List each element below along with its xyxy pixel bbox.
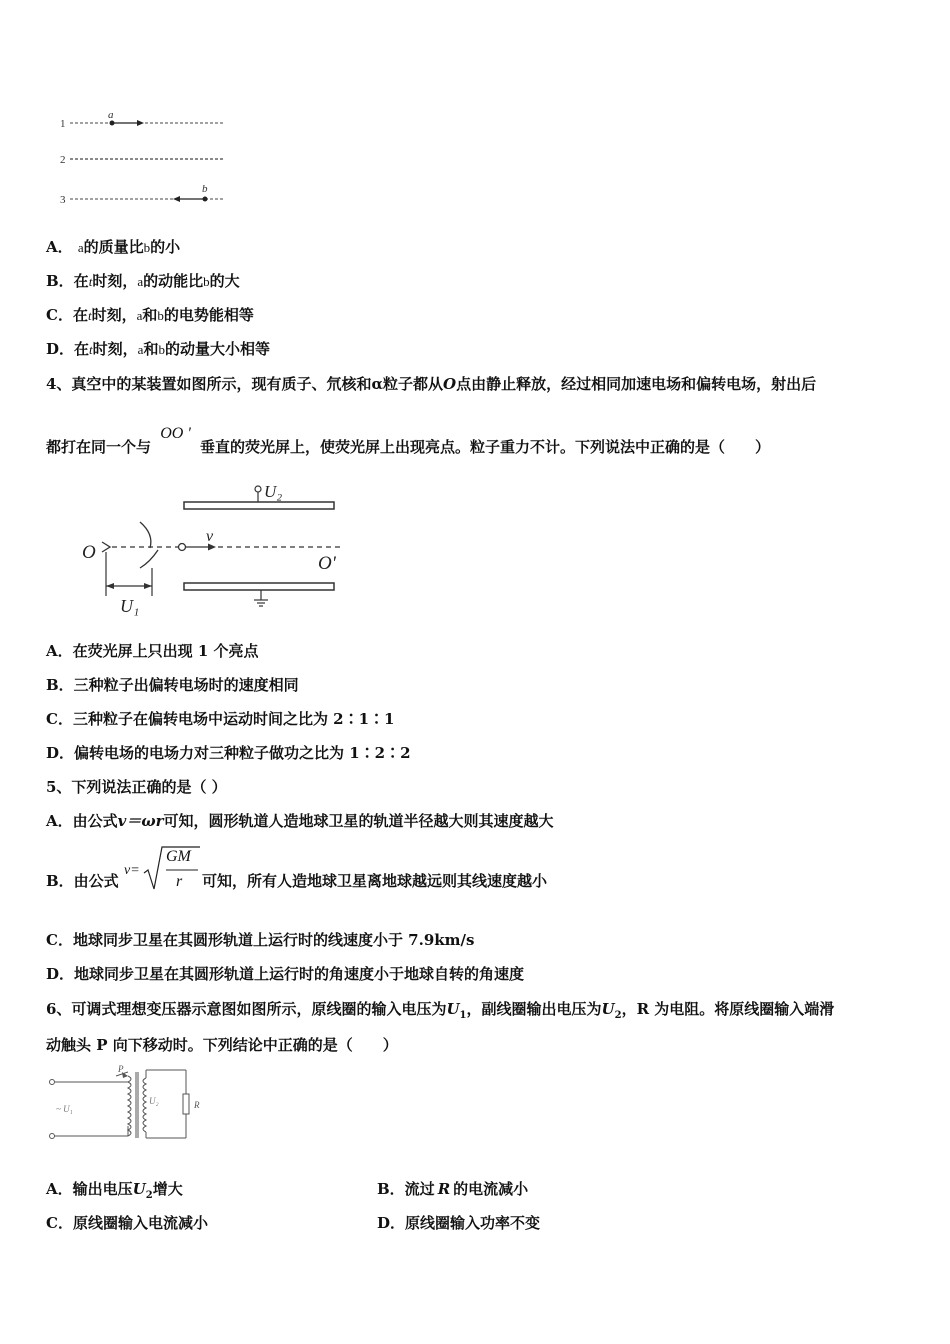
u2-label: U₂ [149, 1096, 159, 1106]
var-u2: U [132, 1180, 146, 1198]
var-b: b [143, 240, 151, 255]
text: 和 [142, 306, 158, 324]
q5-stem: 5、下列说法正确的是（ ） [46, 778, 227, 796]
subscript: 2 [614, 1010, 622, 1021]
option-letter: C．在 [46, 306, 88, 324]
var-b: b [157, 308, 164, 323]
q6-stem-line1 [46, 998, 834, 1021]
var-a: a [77, 240, 84, 255]
figure-deflection-device [78, 478, 354, 618]
text: ，R 为电阻。将原线圈输入端滑 [621, 1000, 835, 1018]
q5-option-b-label: B．由公式 [46, 872, 119, 890]
line-label-2: 2 [60, 154, 66, 166]
q5-option-b-text: 可知，所有人造地球卫星离地球越远则其线速度越小 [202, 872, 548, 890]
text: 的动能比 [143, 272, 204, 290]
var-oo-prime: OO ' [160, 425, 191, 442]
text: 增大 [152, 1180, 183, 1198]
q4-option-b: B．三种粒子出偏转电场时的速度相同 [46, 676, 299, 694]
var-u2: U [601, 1000, 615, 1018]
figure-transformer [46, 1064, 216, 1146]
q4-stem-line1 [46, 373, 816, 394]
var-t: t [88, 274, 93, 289]
text: B．流过 [377, 1180, 435, 1198]
text: 时刻， [91, 306, 137, 324]
var-r: R [437, 1180, 451, 1198]
text: 和 [143, 340, 159, 358]
option-letter: D．在 [46, 340, 90, 358]
q6-option-a [46, 1178, 183, 1201]
u2-label: U₂ [264, 482, 283, 501]
var-u1: U [446, 1000, 460, 1018]
formula-sqrt-gm-r [124, 843, 202, 895]
u1-label: U₁ [120, 596, 140, 616]
q4-stem-line2 [46, 425, 771, 457]
figure-three-lines [56, 108, 236, 212]
var-b: b [158, 342, 165, 357]
text: 可知，圆形轨道人造地球卫星的轨道半径越大则其速度越大 [163, 812, 554, 830]
text: 4、真空中的某装置如图所示，现有质子、氘核和α粒子都从 [46, 375, 443, 393]
var-b: b [203, 274, 210, 289]
var-o: O [442, 375, 457, 393]
text: 点由静止释放，经过相同加速电场和偏转电场，射出后 [456, 375, 817, 393]
p-contact-label: P [118, 1064, 124, 1074]
var-a: a [136, 308, 143, 323]
q3-option-d [46, 338, 270, 359]
text: 的小 [150, 238, 181, 256]
o-point-label: O [82, 542, 96, 563]
var-a: a [137, 342, 144, 357]
particle-a-label: a [108, 109, 114, 121]
q4-option-d: D．偏转电场的电场力对三种粒子做功之比为 1∶2∶2 [46, 744, 411, 762]
q4-option-c: C．三种粒子在偏转电场中运动时间之比为 2∶1∶1 [46, 710, 395, 728]
text: 6、可调式理想变压器示意图如图所示，原线圈的输入电压为 [46, 1000, 447, 1018]
text: 时刻， [92, 340, 138, 358]
text: ，副线圈输出电压为 [466, 1000, 602, 1018]
option-letter: B．在 [46, 272, 89, 290]
particle-b-label: b [202, 183, 208, 195]
q6-option-d: D．原线圈输入功率不变 [377, 1214, 541, 1232]
q4-option-a: A．在荧光屏上只出现 1 个亮点 [46, 642, 259, 660]
text: 的电流减小 [453, 1180, 529, 1198]
text: 都打在同一个与 [46, 438, 152, 456]
velocity-label: v [206, 528, 214, 545]
q6-option-c: C．原线圈输入电流减小 [46, 1214, 208, 1232]
text: 时刻， [92, 272, 138, 290]
o-prime-label: O' [318, 553, 336, 574]
formula-v-omega-r: v＝ωr [117, 812, 164, 830]
text: 的大 [209, 272, 240, 290]
text: 垂直的荧光屏上，使荧光屏上出现亮点。粒子重力不计。下列说法中正确的是（ ） [200, 438, 771, 456]
var-t: t [89, 342, 93, 357]
q5-option-d: D．地球同步卫星在其圆形轨道上运行时的角速度小于地球自转的角速度 [46, 965, 525, 983]
var-t: t [87, 308, 92, 323]
q3-option-c [46, 304, 254, 325]
r-label: R [194, 1100, 200, 1110]
numerator-gm: GM [166, 848, 191, 865]
text: 的电势能相等 [163, 306, 254, 324]
q6-option-b [377, 1178, 528, 1199]
q5-option-c: C．地球同步卫星在其圆形轨道上运行时的线速度小于 7.9km/s [46, 931, 475, 949]
subscript: 2 [145, 1190, 153, 1201]
q6-stem-line2: 动触头 P 向下移动时。下列结论中正确的是（ ） [46, 1036, 398, 1054]
text: 的动量大小相等 [164, 340, 270, 358]
u1-label: ~ U₁ [56, 1104, 73, 1114]
var-a: a [137, 274, 144, 289]
subscript: 1 [459, 1010, 467, 1021]
q5-option-a [46, 810, 554, 831]
q3-option-b [46, 270, 240, 291]
option-letter: A． [46, 238, 73, 256]
line-label-1: 1 [60, 118, 66, 130]
q3-option-a [46, 236, 180, 257]
text: 的质量比 [83, 238, 144, 256]
text: A．输出电压 [46, 1180, 133, 1198]
line-label-3: 3 [60, 194, 66, 206]
var-v: v= [124, 863, 140, 878]
text: A．由公式 [46, 812, 118, 830]
denominator-r: r [176, 873, 183, 890]
